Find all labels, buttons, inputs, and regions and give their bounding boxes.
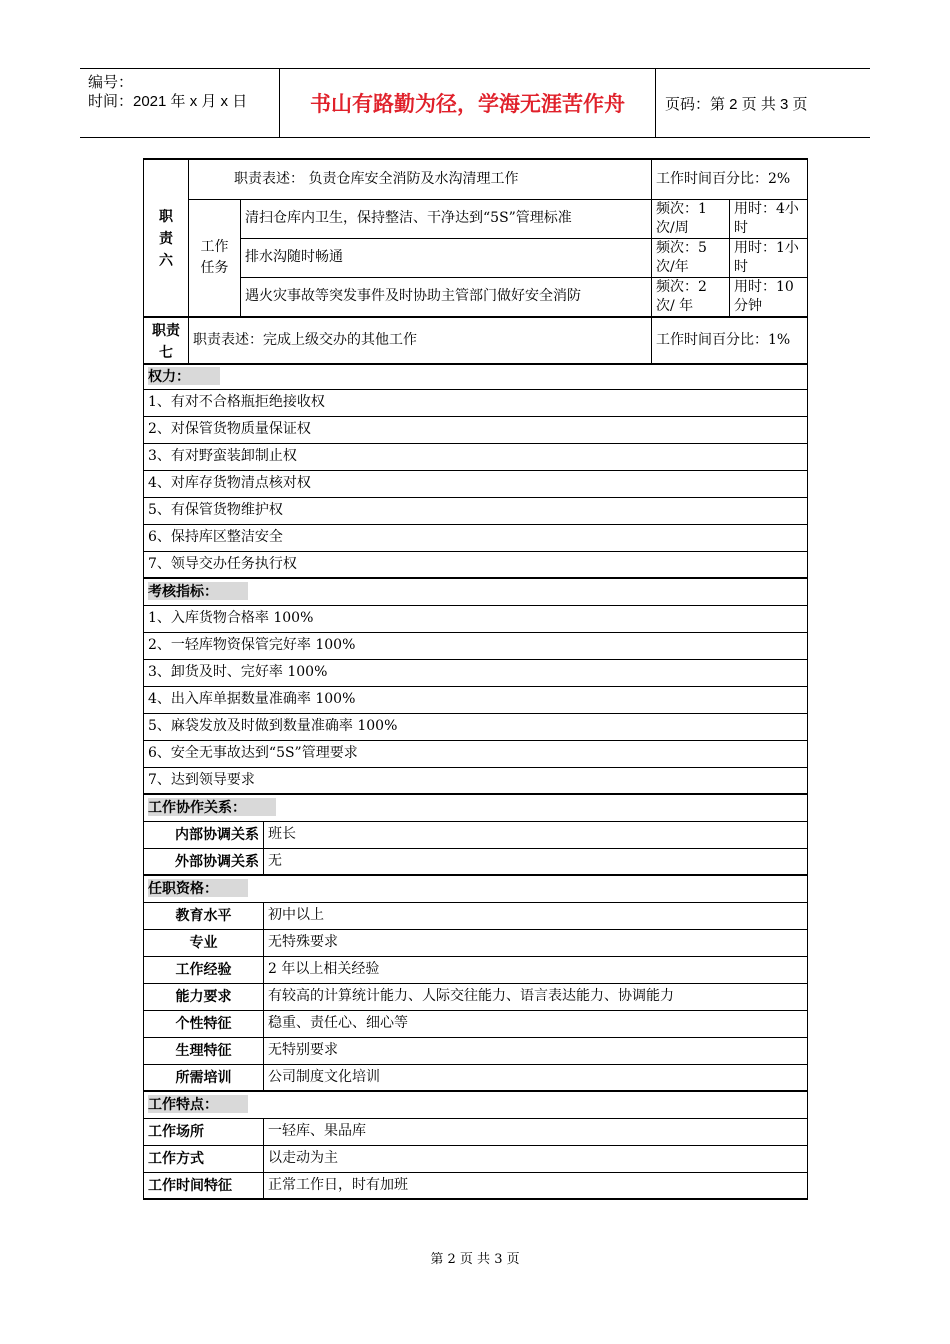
qualification-label: 生理特征 bbox=[144, 1037, 264, 1064]
features-title: 工作特点： bbox=[144, 1091, 808, 1118]
qualification-value: 公司制度文化培训 bbox=[264, 1064, 808, 1091]
feature-label: 工作方式 bbox=[144, 1145, 264, 1172]
relation-value: 班长 bbox=[264, 821, 808, 848]
duty6-title: 职责六 bbox=[144, 159, 189, 317]
qualification-value: 2 年以上相关经验 bbox=[264, 956, 808, 983]
qualification-value: 无特殊要求 bbox=[264, 929, 808, 956]
duty6-task-freq: 频次：2次/ 年 bbox=[652, 277, 730, 317]
duty7-title: 职责七 bbox=[144, 317, 189, 364]
duty6-task: 遇火灾事故等突发事件及时协助主管部门做好安全消防 bbox=[241, 277, 652, 317]
duty6-time-pct: 工作时间百分比：2% bbox=[652, 159, 808, 199]
kpi-item: 1、入库货物合格率 100% bbox=[144, 605, 808, 632]
duty6-task: 排水沟随时畅通 bbox=[241, 238, 652, 277]
feature-value: 以走动为主 bbox=[264, 1145, 808, 1172]
powers-title: 权力： bbox=[144, 364, 808, 389]
kpi-item: 7、达到领导要求 bbox=[144, 767, 808, 794]
feature-value: 正常工作日，时有加班 bbox=[264, 1172, 808, 1199]
duty7-description: 职责表述：完成上级交办的其他工作 bbox=[189, 317, 652, 364]
qualification-value: 初中以上 bbox=[264, 902, 808, 929]
qualification-label: 专业 bbox=[144, 929, 264, 956]
power-item: 4、对库存货物清点核对权 bbox=[144, 470, 808, 497]
duty6-task-time: 用时：10分钟 bbox=[730, 277, 808, 317]
duty7-time-pct: 工作时间百分比：1% bbox=[652, 317, 808, 364]
kpi-item: 4、出入库单据数量准确率 100% bbox=[144, 686, 808, 713]
kpi-title: 考核指标： bbox=[144, 578, 808, 605]
qualification-value: 无特别要求 bbox=[264, 1037, 808, 1064]
power-item: 2、对保管货物质量保证权 bbox=[144, 416, 808, 443]
qualification-label: 所需培训 bbox=[144, 1064, 264, 1091]
power-item: 7、领导交办任务执行权 bbox=[144, 551, 808, 578]
duty6-task-label: 工作任务 bbox=[189, 199, 241, 317]
page-footer: 第 2 页 共 3 页 bbox=[430, 1252, 520, 1267]
duty6-task-freq: 频次：1次/周 bbox=[652, 199, 730, 238]
feature-label: 工作场所 bbox=[144, 1118, 264, 1145]
page-label: 页码：第 2 页 共 3 页 bbox=[665, 95, 808, 113]
qualification-label: 能力要求 bbox=[144, 983, 264, 1010]
power-item: 3、有对野蛮装卸制止权 bbox=[144, 443, 808, 470]
motto: 书山有路勤为径，学海无涯苦作舟 bbox=[280, 69, 656, 137]
number-label: 编号： bbox=[88, 74, 134, 91]
date-label: 时间：2021 年 x 月 x 日 bbox=[88, 93, 248, 110]
qualification-value: 稳重、责任心、细心等 bbox=[264, 1010, 808, 1037]
relation-label: 内部协调关系 bbox=[144, 821, 264, 848]
feature-value: 一轻库、果品库 bbox=[264, 1118, 808, 1145]
qualification-label: 工作经验 bbox=[144, 956, 264, 983]
kpi-item: 3、卸货及时、完好率 100% bbox=[144, 659, 808, 686]
relation-value: 无 bbox=[264, 848, 808, 875]
power-item: 1、有对不合格瓶拒绝接收权 bbox=[144, 389, 808, 416]
header-meta bbox=[80, 69, 280, 137]
qualifications-title: 任职资格： bbox=[144, 875, 808, 902]
power-item: 5、有保管货物维护权 bbox=[144, 497, 808, 524]
power-item: 6、保持库区整洁安全 bbox=[144, 524, 808, 551]
page-header bbox=[80, 68, 870, 138]
kpi-item: 2、一轻库物资保管完好率 100% bbox=[144, 632, 808, 659]
duty6-description: 职责表述： 负责仓库安全消防及水沟清理工作 bbox=[189, 159, 652, 199]
duty6-task: 清扫仓库内卫生，保持整洁、干净达到“5S”管理标准 bbox=[241, 199, 652, 238]
relation-label: 外部协调关系 bbox=[144, 848, 264, 875]
relations-title: 工作协作关系： bbox=[144, 794, 808, 821]
kpi-item: 6、安全无事故达到“5S”管理要求 bbox=[144, 740, 808, 767]
duty6-task-freq: 频次：5次/年 bbox=[652, 238, 730, 277]
job-description-table bbox=[143, 158, 808, 1200]
qualification-label: 教育水平 bbox=[144, 902, 264, 929]
feature-label: 工作时间特征 bbox=[144, 1172, 264, 1199]
duty6-task-time: 用时：1小时 bbox=[730, 238, 808, 277]
qualification-value: 有较高的计算统计能力、人际交往能力、语言表达能力、协调能力 bbox=[264, 983, 808, 1010]
duty6-task-time: 用时：4小时 bbox=[730, 199, 808, 238]
qualification-label: 个性特征 bbox=[144, 1010, 264, 1037]
kpi-item: 5、麻袋发放及时做到数量准确率 100% bbox=[144, 713, 808, 740]
